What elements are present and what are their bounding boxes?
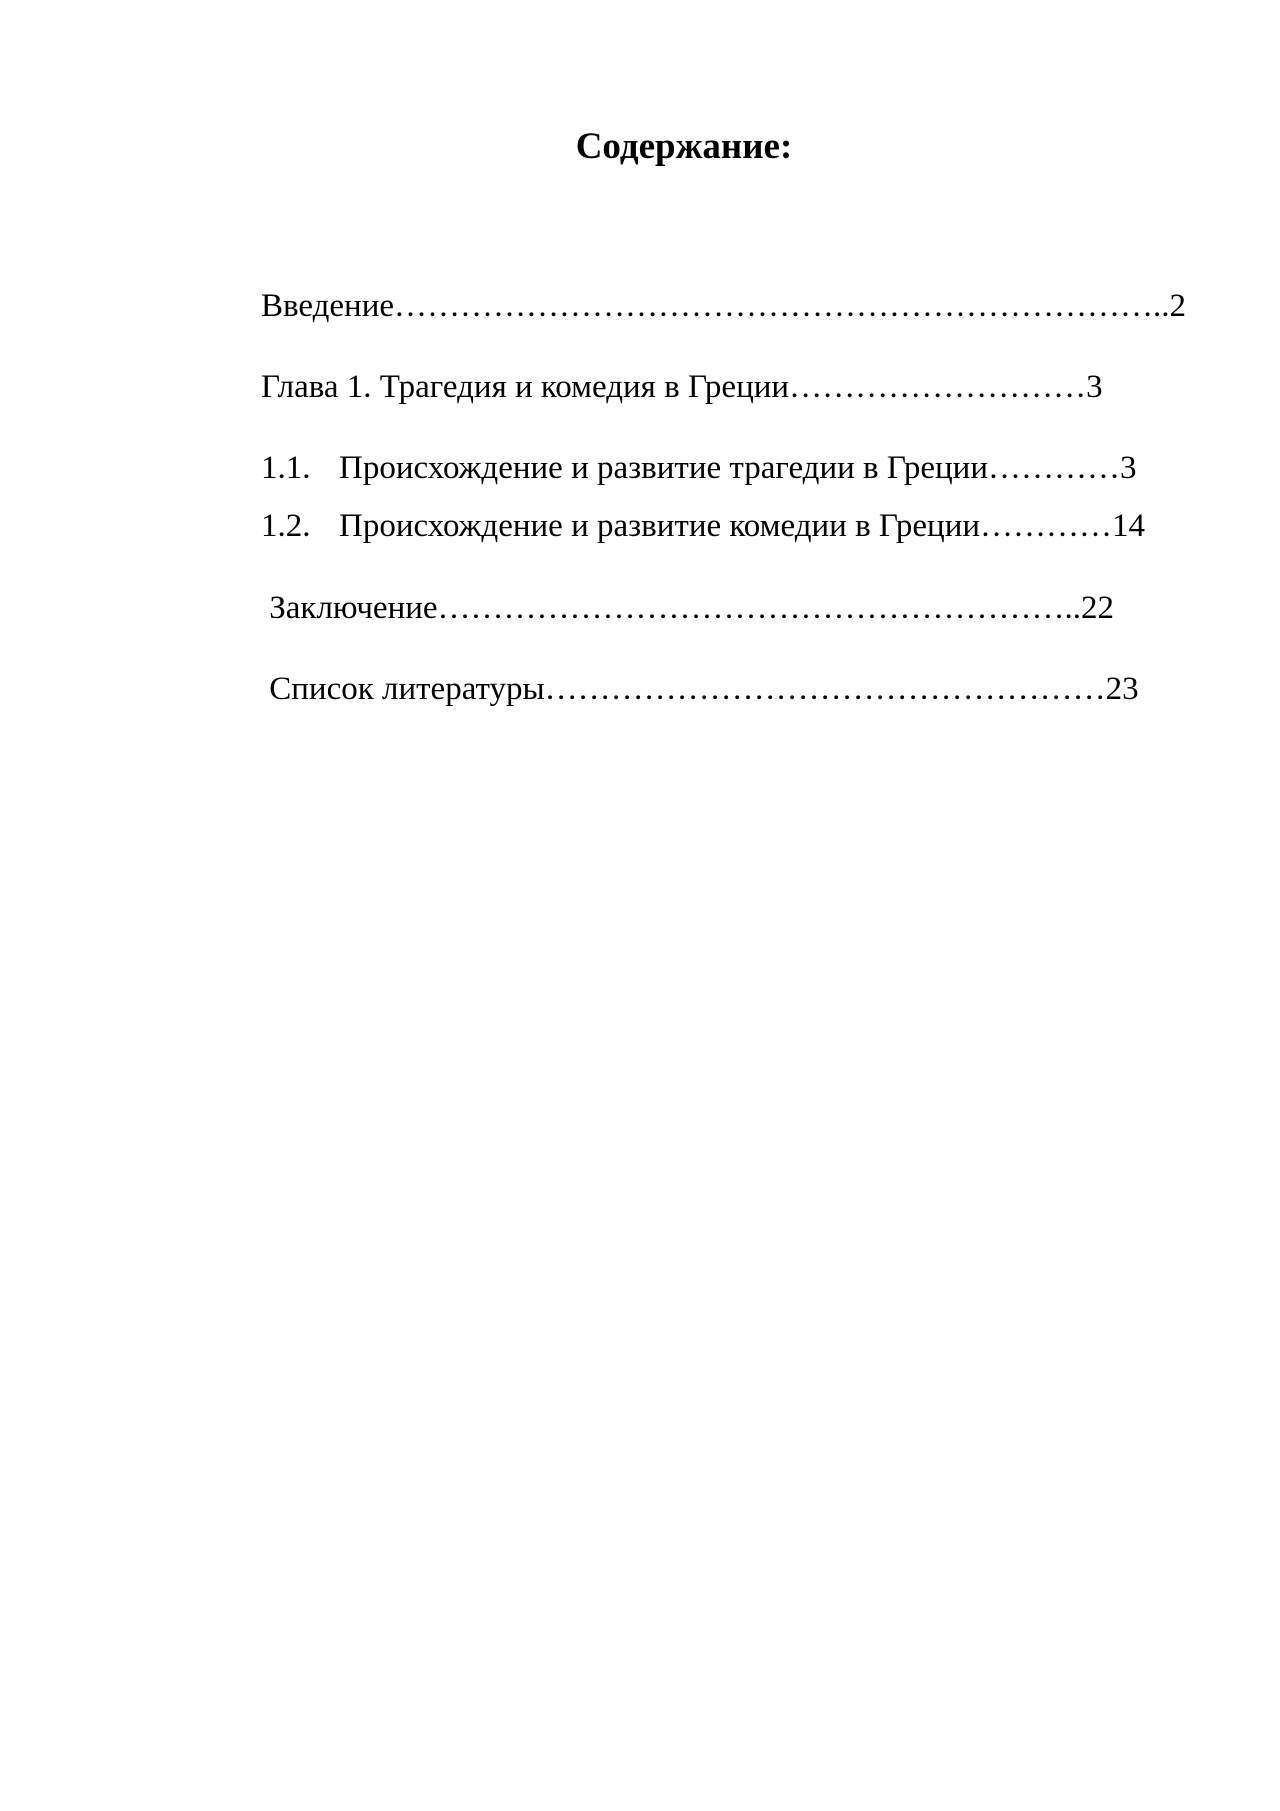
toc-entry-bibliography [261,669,1139,709]
toc-page-number: 3 [1120,450,1137,486]
toc-entry-text: Введение [261,288,395,324]
toc-entry-chapter-1 [261,367,1103,407]
page-title: Содержание: [575,126,793,167]
toc-entry-conclusion [261,588,1114,628]
toc-entry-introduction [261,286,1186,326]
toc-entry-section-1-2 [261,506,1145,546]
toc-section-number: 1.1. [261,450,311,486]
toc-leader-dots: …………………………………………………………….. [394,288,1170,324]
toc-leader-dots: …………………………………………… [544,671,1106,707]
toc-leader-dots: ………… [980,508,1113,544]
toc-page-number: 23 [1105,671,1139,707]
toc-page-number: 22 [1081,590,1115,626]
toc-leader-dots: ……………………… [789,369,1087,405]
toc-leader-dots: ………… [988,450,1120,486]
toc-entry-text: Глава 1. Трагедия и комедия в Греции [261,369,790,405]
toc-page-number: 14 [1112,508,1146,544]
toc-entry-text: Происхождение и развитие комедии в Греции [339,508,981,544]
toc-entry-text: Происхождение и развитие трагедии в Греции [339,450,988,486]
toc-page-number: 3 [1086,369,1103,405]
toc-entry-section-1-1 [261,448,1137,488]
toc-section-number: 1.2. [261,508,311,544]
toc-entry-text: Список литературы [261,671,545,707]
toc-leader-dots: ………………………………………………….. [437,590,1082,626]
toc-entry-text: Заключение [261,590,438,626]
toc-page-number: 2 [1169,288,1187,324]
